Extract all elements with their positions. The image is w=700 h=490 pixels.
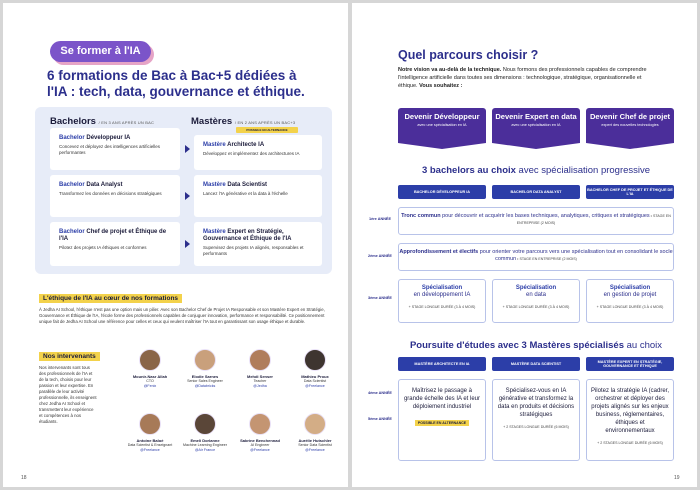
intro-text: Notre vision va au-delà de la technique. Nous formons des professionnels capables de comprendre l'intelligence artificielle dans toutes ses dimensions : technologique, stratégique, organisationnelle et éthique. Vous souhaitez : <box>398 67 647 89</box>
tab-pointer <box>398 143 486 149</box>
intervenant-card: Aurélie Hutschler Senior Data Scientist @Freelance <box>292 413 338 452</box>
intervenant-card: Mathieu Proux Data Scientist @Freelance <box>292 349 338 388</box>
bachelors-heading: Bachelors / EN 3 ANS APRÈS UN BAC <box>50 116 155 127</box>
alternance-badge: POSSIBLE EN ALTERNANCE <box>236 127 298 133</box>
bachelor-chef-label: BACHELOR CHEF DE PROJET ET ÉTHIQUE DE L'IA <box>586 185 674 199</box>
avatar <box>194 349 216 371</box>
intervenant-card: Sabrine Benchennad AI Engineer @Freelance <box>237 413 283 452</box>
avatar <box>304 349 326 371</box>
page-number: 18 <box>21 475 27 481</box>
year-label: 3ème ANNÉE <box>368 296 392 300</box>
page-title: 6 formations de Bac à Bac+5 dédiées à l'IA : tech, data, gouvernance et éthique. <box>47 68 305 99</box>
spec-data-card: Spécialisation en data + STAGE LONGUE DURÉE (3 À 4 MOIS) <box>492 279 580 323</box>
card-mastere-data[interactable]: Mastère Data Scientist Lancez l'IA générative et la data à l'échelle <box>194 175 322 217</box>
mastere-data-card: Spécialisez-vous en IA générative et transformez la data en produits et décisions stratégiques + 2 STAGES LONGUE DURÉE (6 MOIS) <box>492 379 580 461</box>
spec-projet-card: Spécialisation en gestion de projet + STAGE LONGUE DURÉE (3 À 4 MOIS) <box>586 279 674 323</box>
card-bachelor-dev[interactable]: Bachelor Développeur IA Concevez et déployez des intelligences artificielles performantes <box>50 128 180 170</box>
ethique-text: À Jedha AI School, l'éthique n'est pas une option mais un pilier. Avec son Bachelor Chef de Projet IA Responsable et son Mastère Expert en Stratégie, Gouvernance et Éthique de l'IA, l'école forme des professionnels capables de conjuguer innovation, performance et responsabilité. Ce positionnement unique fait de Jedha AI School une référence pour celles et ceux qui veulent maîtriser l'IA tout en garantissant son usage éthique et durable. <box>39 307 325 324</box>
spec-dev-card: Spécialisation en développement IA + STAGE LONGUE DURÉE (3 À 4 MOIS) <box>398 279 486 323</box>
section-pill: Se former à l'IA <box>50 41 151 62</box>
year-label: 2ème ANNÉE <box>368 254 392 258</box>
tab-chef-projet[interactable]: Devenir Chef de projet expert des nouvelles technologies <box>586 108 674 143</box>
arrow-icon <box>185 192 190 200</box>
mastere-strategie-card: Pilotez la stratégie IA (cadrer, orchestrer et déployer des projets alignés sur les enjeux business, réglementaires, éthiques et environnementaux + 2 STAGES LONGUE DURÉE (6 MOIS) <box>586 379 674 461</box>
intervenants-pill: Nos intervenants <box>39 352 100 361</box>
masteres-heading: Mastères / EN 2 ANS APRÈS UN BAC+3 <box>191 116 296 127</box>
bachelor-data-label: BACHELOR DATA ANALYST <box>492 185 580 199</box>
card-mastere-architecte[interactable]: Mastère Architecte IA Développez et implémentez des architectures IA <box>194 135 322 170</box>
year-label: 1ère ANNÉE <box>368 217 392 221</box>
bachelors-title: 3 bachelors au choix avec spécialisation progressive <box>421 165 651 176</box>
intervenant-card: Antoine Baloé Data Scientist & Enseignant @Freelance <box>127 413 173 452</box>
avatar <box>249 349 271 371</box>
page-number: 19 <box>674 475 680 481</box>
tab-pointer <box>492 143 580 149</box>
card-bachelor-data[interactable]: Bachelor Data Analyst Transformez les données en décisions stratégiques <box>50 175 180 217</box>
arrow-icon <box>185 240 190 248</box>
ethique-pill: L'éthique de l'IA au cœur de nos formations <box>39 294 182 303</box>
intervenants-text: Nos intervenants sont tous des professionnels de l'IA et de la tech, choisis pour leur passion et leur expertise. En parallèle de leur activité professionnelle, ils enseignent chez Jedha AI School et transmettent leur expérience et compétences à nos étudiants. <box>39 365 97 424</box>
page-title: Quel parcours choisir ? <box>398 48 539 62</box>
avatar <box>194 413 216 435</box>
left-page <box>3 3 348 487</box>
intervenant-card: Emeli Dorlanne Machine Learning Engineer @Air France <box>182 413 228 452</box>
avatar <box>139 413 161 435</box>
intervenant-card: Mehdi Senser Teacher @Jedha <box>237 349 283 388</box>
approfondissement-box: Approfondissement et électifs pour orienter votre parcours vers une spécialisation tout en consolidant le socle commun • STAGE EN ENTREPRISE (2 MOIS) <box>398 243 674 271</box>
mastere-architecte-card: Maîtrisez le passage à grande échelle des IA et leur déploiement industriel POSSIBLE EN ALTERNANCE <box>398 379 486 461</box>
tronc-commun-box: Tronc commun pour découvrir et acquérir les bases techniques, analytiques, critiques et stratégiques • STAGE EN ENTREPRISE (2 MOIS) <box>398 207 674 235</box>
bachelor-dev-label: BACHELOR DÉVELOPPEUR IA <box>398 185 486 199</box>
tab-pointer <box>586 143 674 149</box>
mastere-strategie-label: MASTÈRE EXPERT EN STRATÉGIE, GOUVERNANCE ET ÉTHIQUE <box>586 357 674 371</box>
mastere-architecte-label: MASTÈRE ARCHITECTE EN IA <box>398 357 486 371</box>
mastere-data-label: MASTÈRE DATA SCIENTIST <box>492 357 580 371</box>
tab-developpeur[interactable]: Devenir Développeur avec une spécialisation en IA <box>398 108 486 143</box>
masteres-title: Poursuite d'études avec 3 Mastères spécialisés au choix <box>409 340 663 351</box>
right-page <box>352 3 697 487</box>
tab-expert-data[interactable]: Devenir Expert en data avec une spécialisation en IA <box>492 108 580 143</box>
alternance-badge: POSSIBLE EN ALTERNANCE <box>415 420 469 426</box>
year-label: 4ème ANNÉE <box>368 391 392 395</box>
intervenant-card: Mounir-Nasr Allah CTO @Fenix <box>127 349 173 388</box>
avatar <box>249 413 271 435</box>
avatar <box>139 349 161 371</box>
year-label: 5ème ANNÉE <box>368 417 392 421</box>
avatar <box>304 413 326 435</box>
card-mastere-strategie[interactable]: Mastère Expert en Stratégie, Gouvernance et Éthique de l'IA Supervisez des projets IA alignés, responsables et performants <box>194 222 322 266</box>
card-bachelor-chef[interactable]: Bachelor Chef de projet et Éthique de l'IA Pilotez des projets IA éthiques et conformes <box>50 222 180 266</box>
intervenant-card: Elodie Sarnes Senior Sales Engineer @Databricks <box>182 349 228 388</box>
arrow-icon <box>185 145 190 153</box>
